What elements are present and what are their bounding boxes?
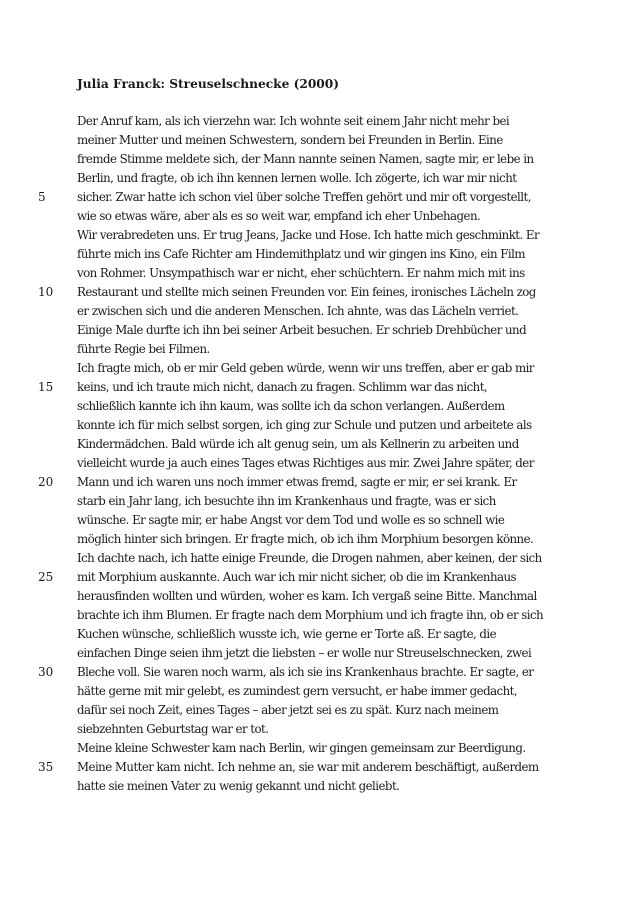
line-number: 20 (38, 475, 54, 489)
line-text: Ich dachte nach, ich hatte einige Freunde, die Drogen nahmen, aber keinen, der sich (77, 551, 542, 565)
line-text: konnte ich für mich selbst sorgen, ich ging zur Schule und putzen und arbeitete als (77, 418, 532, 432)
line-text: Restaurant und stellte mich seinen Freunden vor. Ein feines, ironisches Lächeln zog (77, 285, 536, 299)
text-line (0, 435, 640, 454)
line-text: starb ein Jahr lang, ich besuchte ihn im Krankenhaus und fragte, was er sich (77, 494, 496, 508)
line-text: einfachen Dinge seien ihm jetzt die liebsten – er wolle nur Streuselschnecken, zwei (77, 646, 532, 660)
text-body (0, 112, 640, 796)
text-line (0, 302, 640, 321)
line-text: vielleicht wurde ja auch eines Tages etwas Richtiges aus mir. Zwei Jahre später, der (77, 456, 534, 470)
text-line (0, 454, 640, 473)
text-line (0, 511, 640, 530)
line-number: 15 (38, 380, 54, 394)
line-text: dafür sei noch Zeit, eines Tages – aber jetzt sei es zu spät. Kurz nach meinem (77, 703, 499, 717)
line-text: schließlich kannte ich ihn kaum, was sollte ich da schon verlangen. Außerdem (77, 399, 505, 413)
text-line (0, 568, 640, 587)
document-title: Julia Franck: Streuselschnecke (2000) (77, 77, 340, 91)
text-line (0, 112, 640, 131)
text-line (0, 150, 640, 169)
line-text: führte mich ins Cafe Richter am Hindemithplatz und wir gingen ins Kino, ein Film (77, 247, 525, 261)
text-line (0, 758, 640, 777)
text-line (0, 720, 640, 739)
line-text: Berlin, und fragte, ob ich ihn kennen lernen wolle. Ich zögerte, ich war mir nicht (77, 171, 517, 185)
line-text: Der Anruf kam, als ich vierzehn war. Ich wohnte seit einem Jahr nicht mehr bei (77, 114, 510, 128)
line-number: 5 (38, 190, 46, 204)
line-text: möglich hinter sich bringen. Er fragte mich, ob ich ihm Morphium besorgen könne. (77, 532, 534, 546)
line-text: Meine Mutter kam nicht. Ich nehme an, sie war mit anderem beschäftigt, außerdem (77, 760, 539, 774)
line-text: Einige Male durfte ich ihn bei seiner Arbeit besuchen. Er schrieb Drehbücher und (77, 323, 527, 337)
text-line (0, 682, 640, 701)
line-text: Meine kleine Schwester kam nach Berlin, wir gingen gemeinsam zur Beerdigung. (77, 741, 526, 755)
text-line (0, 245, 640, 264)
text-line (0, 549, 640, 568)
line-number: 35 (38, 760, 54, 774)
text-line (0, 739, 640, 758)
text-line (0, 663, 640, 682)
line-text: hätte gerne mit mir gelebt, es zumindest gern versucht, er habe immer gedacht, (77, 684, 518, 698)
text-line (0, 701, 640, 720)
text-line (0, 226, 640, 245)
text-line (0, 587, 640, 606)
text-line (0, 188, 640, 207)
line-text: sicher. Zwar hatte ich schon viel über solche Treffen gehört und mir oft vorgestellt, (77, 190, 531, 204)
text-line (0, 207, 640, 226)
text-line (0, 340, 640, 359)
line-number: 30 (38, 665, 54, 679)
line-number: 25 (38, 570, 54, 584)
line-text: Wir verabredeten uns. Er trug Jeans, Jacke und Hose. Ich hatte mich geschminkt. Er (77, 228, 540, 242)
line-text: Kuchen wünsche, schließlich wusste ich, wie gerne er Torte aß. Er sagte, die (77, 627, 497, 641)
text-line (0, 131, 640, 150)
text-line (0, 378, 640, 397)
line-text: wünsche. Er sagte mir, er habe Angst vor dem Tod und wolle es so schnell wie (77, 513, 505, 527)
text-line (0, 606, 640, 625)
line-text: Ich fragte mich, ob er mir Geld geben würde, wenn wir uns treffen, aber er gab mir (77, 361, 534, 375)
line-text: mit Morphium auskannte. Auch war ich mir nicht sicher, ob die im Krankenhaus (77, 570, 517, 584)
line-text: herausfinden wollten und würden, woher es kam. Ich vergaß seine Bitte. Manchmal (77, 589, 537, 603)
line-number: 10 (38, 285, 54, 299)
line-text: meiner Mutter und meinen Schwestern, sondern bei Freunden in Berlin. Eine (77, 133, 503, 147)
text-line (0, 473, 640, 492)
line-text: keins, und ich traute mich nicht, danach zu fragen. Schlimm war das nicht, (77, 380, 488, 394)
text-line (0, 644, 640, 663)
line-text: führte Regie bei Filmen. (77, 342, 210, 356)
text-line (0, 397, 640, 416)
text-line (0, 359, 640, 378)
text-line (0, 416, 640, 435)
text-line (0, 283, 640, 302)
line-text: Kindermädchen. Bald würde ich alt genug sein, um als Kellnerin zu arbeiten und (77, 437, 519, 451)
line-text: Mann und ich waren uns noch immer etwas fremd, sagte er mir, er sei krank. Er (77, 475, 517, 489)
text-line (0, 625, 640, 644)
line-text: fremde Stimme meldete sich, der Mann nannte seinen Namen, sagte mir, er lebe in (77, 152, 534, 166)
line-text: von Rohmer. Unsympathisch war er nicht, eher schüchtern. Er nahm mich mit ins (77, 266, 525, 280)
text-line (0, 530, 640, 549)
text-line (0, 492, 640, 511)
text-line (0, 169, 640, 188)
text-line (0, 321, 640, 340)
line-text: siebzehnten Geburtstag war er tot. (77, 722, 269, 736)
text-line (0, 264, 640, 283)
text-line (0, 777, 640, 796)
line-text: brachte ich ihm Blumen. Er fragte nach dem Morphium und ich fragte ihn, ob er sich (77, 608, 544, 622)
line-text: wie so etwas wäre, aber als es so weit war, empfand ich eher Unbehagen. (77, 209, 481, 223)
line-text: er zwischen sich und die anderen Menschen. Ich ahnte, was das Lächeln verriet. (77, 304, 519, 318)
line-text: Bleche voll. Sie waren noch warm, als ich sie ins Krankenhaus brachte. Er sagte, er (77, 665, 534, 679)
line-text: hatte sie meinen Vater zu wenig gekannt und nicht geliebt. (77, 779, 400, 793)
